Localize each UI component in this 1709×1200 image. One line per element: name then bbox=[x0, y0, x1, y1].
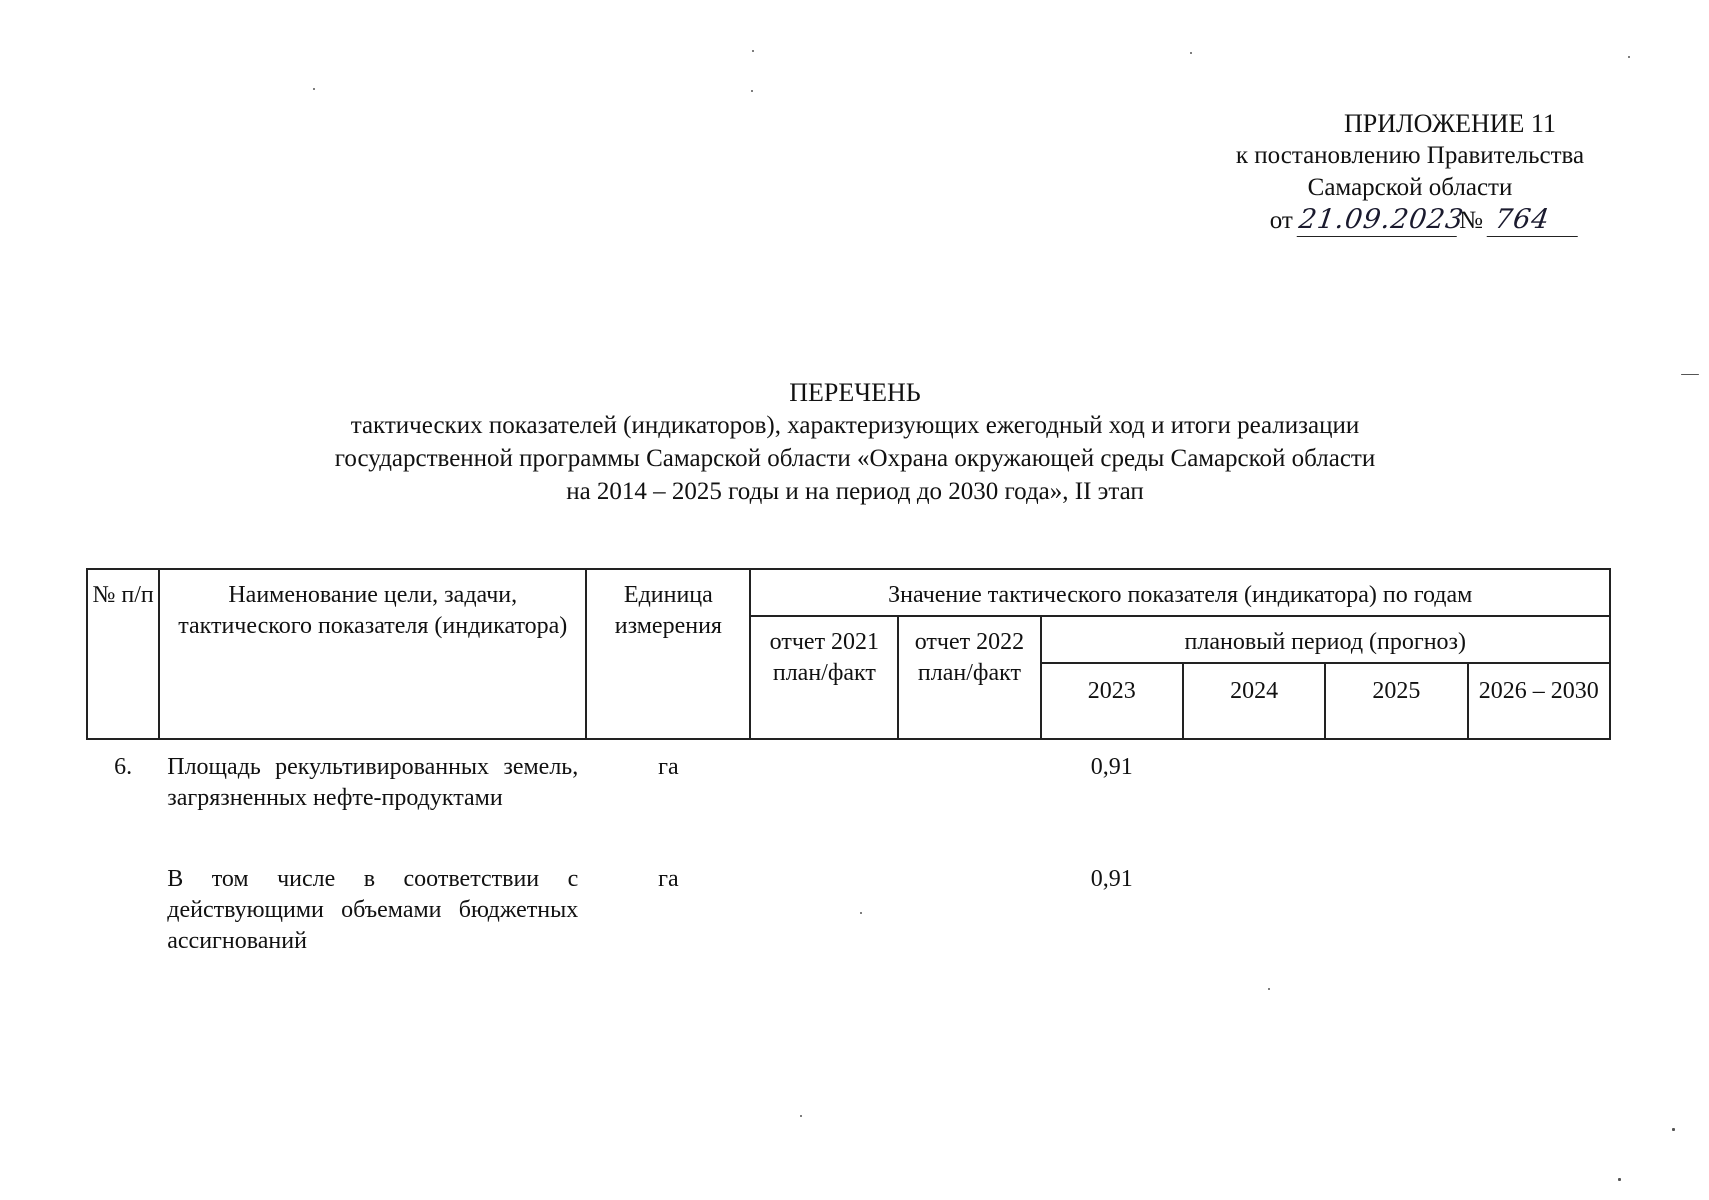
handwritten-number: 764 bbox=[1487, 204, 1583, 237]
row-value-2025 bbox=[1325, 739, 1467, 814]
table-row bbox=[87, 739, 1610, 814]
scan-speck bbox=[1268, 988, 1270, 990]
header-unit: Единица измерения bbox=[586, 569, 750, 739]
row-report-2022 bbox=[898, 814, 1040, 957]
handwritten-date: 21.09.2023 bbox=[1297, 204, 1467, 235]
scan-speck bbox=[751, 90, 753, 92]
approval-dateline bbox=[1180, 204, 1640, 237]
indicators-table bbox=[86, 568, 1611, 957]
header-plan-period: плановый период (прогноз) bbox=[1041, 616, 1610, 663]
row-unit: га bbox=[658, 866, 679, 892]
row-name: Площадь рекультивированных земель, загрязненных нефте-продуктами bbox=[167, 754, 579, 811]
header-values-group: Значение тактического показателя (индикатора) по годам bbox=[750, 569, 1610, 616]
header-number: № п/п bbox=[87, 569, 159, 739]
scan-speck bbox=[1628, 56, 1630, 58]
scan-speck bbox=[752, 50, 754, 52]
scan-speck bbox=[313, 88, 315, 90]
from-label: от bbox=[1269, 207, 1293, 234]
row-value-2024 bbox=[1183, 814, 1325, 957]
row-name: В том числе в соответствии с действующими объемами бюджетных ассигнований bbox=[167, 866, 579, 954]
header-year-2025: 2025 bbox=[1325, 663, 1467, 739]
row-value-2026-2030 bbox=[1468, 739, 1610, 814]
scan-speck bbox=[1618, 1178, 1621, 1181]
scan-speck bbox=[1672, 1128, 1675, 1131]
row-report-2021 bbox=[750, 814, 898, 957]
title-line-1: тактических показателей (индикаторов), характеризующих ежегодный ход и итоги реализации bbox=[350, 412, 1360, 439]
scan-speck bbox=[860, 912, 862, 914]
approval-line-1: к постановлению Правительства bbox=[1235, 142, 1585, 169]
row-value-2025 bbox=[1325, 814, 1467, 957]
header-year-2024: 2024 bbox=[1183, 663, 1325, 739]
row-unit: га bbox=[658, 754, 679, 780]
row-report-2021 bbox=[750, 739, 898, 814]
row-number: 6. bbox=[114, 754, 133, 780]
approval-line-2: Самарской области bbox=[1307, 174, 1513, 201]
header-report-2022: отчет 2022 план/факт bbox=[898, 616, 1040, 739]
row-value-2024 bbox=[1183, 739, 1325, 814]
document-title-block bbox=[200, 376, 1510, 508]
appendix-label: ПРИЛОЖЕНИЕ 11 bbox=[1344, 109, 1556, 138]
row-number bbox=[87, 814, 159, 957]
header-report-2021: отчет 2021 план/факт bbox=[750, 616, 898, 739]
header-name: Наименование цели, задачи, тактического показателя (индикатора) bbox=[159, 569, 586, 739]
title-line-3: на 2014 – 2025 годы и на период до 2030 года», II этап bbox=[566, 478, 1144, 505]
table-row bbox=[87, 814, 1610, 957]
title-line-2: государственной программы Самарской области «Охрана окружающей среды Самарской области bbox=[334, 445, 1376, 472]
document-title: ПЕРЕЧЕНЬ bbox=[789, 378, 921, 407]
approval-block bbox=[1180, 108, 1640, 237]
number-label: № bbox=[1459, 207, 1483, 234]
row-value-2023: 0,91 bbox=[1090, 866, 1133, 892]
header-year-2023: 2023 bbox=[1041, 663, 1183, 739]
scan-speck bbox=[1681, 374, 1699, 375]
scan-speck bbox=[800, 1115, 802, 1117]
row-report-2022 bbox=[898, 739, 1040, 814]
row-value-2023: 0,91 bbox=[1090, 754, 1133, 780]
row-value-2026-2030 bbox=[1468, 814, 1610, 957]
header-year-2026-2030: 2026 – 2030 bbox=[1468, 663, 1610, 739]
scan-speck bbox=[1190, 52, 1192, 54]
